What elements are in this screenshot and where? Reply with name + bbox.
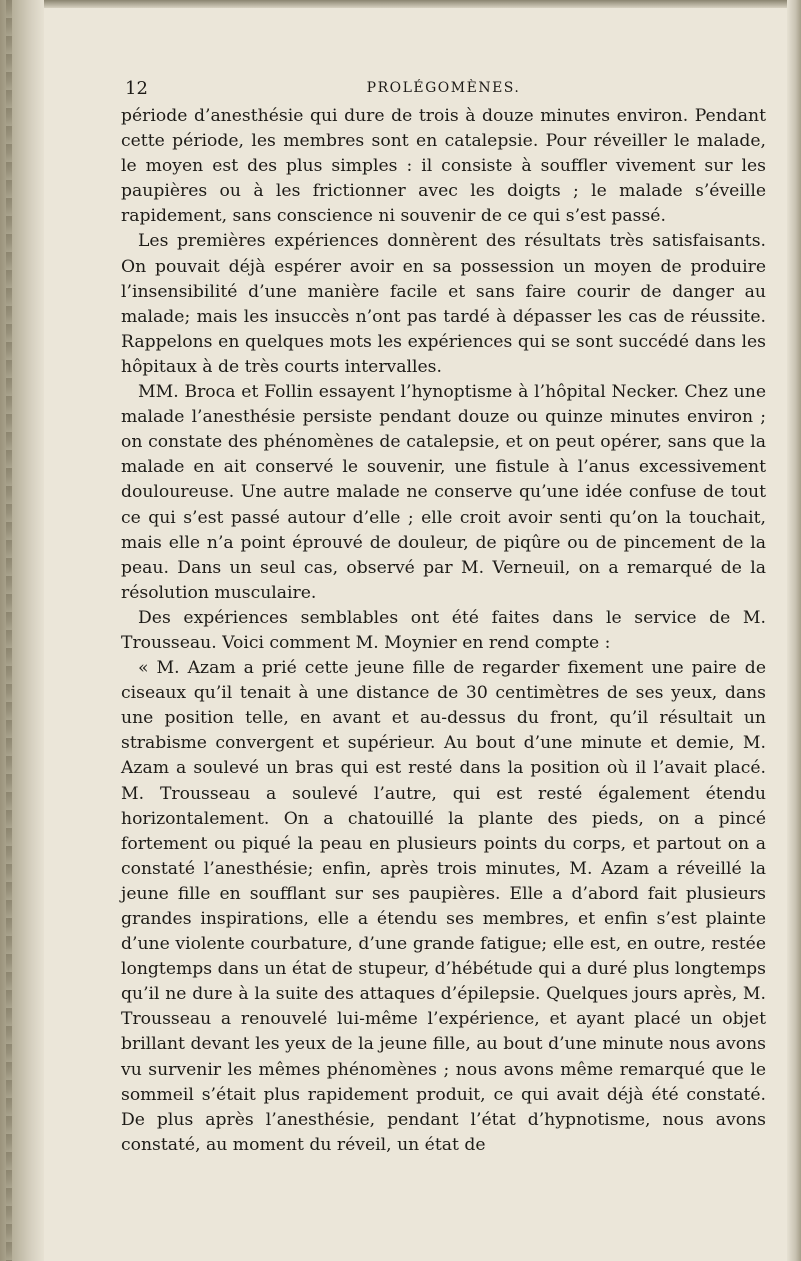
- paragraph-4: Des expériences semblables ont été faites dans le service de M. Trousseau. Voici comment M. Moynier en rend compte :: [121, 607, 766, 653]
- page-content: [121, 78, 766, 1158]
- paragraph-1: période d’anesthésie qui dure de trois à douze minutes environ. Pendant cette période, les membres sont en catalepsie. Pour réveiller le malade, le moyen est des plus simples : il consiste à souffler vivement sur les paupières ou à les frictionner avec les doigts ; le malade s’éveille rapidement, sans conscience ni souvenir de ce qui s’est passé.: [121, 106, 766, 227]
- running-head: [121, 78, 766, 104]
- running-title: PROLÉGOMÈNES.: [366, 80, 521, 96]
- paragraph-2: Les premières expériences donnèrent des résultats très satisfaisants. On pouvait déjà espérer avoir en sa possession un moyen de produire l’insensibilité d’une manière facile et sans faire courir de danger au malade; mais les insuccès n’ont pas tardé à dépasser les cas de réussite. Rappelons en quelques mots les expériences qui se sont succédé dans les hôpitaux à de très courts intervalles.: [121, 231, 766, 377]
- book-binding-left: [0, 0, 44, 1261]
- body-text: [121, 104, 766, 1158]
- page-edge-right: [787, 0, 801, 1261]
- page-top-shadow: [0, 0, 801, 8]
- page-number: 12: [125, 78, 148, 99]
- binding-stitching: [6, 0, 12, 1261]
- paragraph-3: MM. Broca et Follin essayent l’hynoptisme à l’hôpital Necker. Chez une malade l’anesthésie persiste pendant douze ou quinze minutes environ ; on constate des phénomènes de catalepsie, et on peut opérer, sans que la malade en ait conservé le souvenir, une fistule à l’anus excessivement douloureuse. Une autre malade ne conserve qu’une idée confuse de tout ce qui s’est passé autour d’elle ; elle croit avoir senti qu’on la touchait, mais elle n’a point éprouvé de douleur, de piqûre ou de pincement de la peau. Dans un seul cas, observé par M. Verneuil, on a remarqué de la résolution musculaire.: [121, 382, 766, 603]
- paragraph-5-quotation: « M. Azam a prié cette jeune fille de regarder fixement une paire de ciseaux qu’il tenait à une distance de 30 centimètres de ses yeux, dans une position telle, en avant et au-dessus du front, qu’il résultait un strabisme convergent et supérieur. Au bout d’une minute et demie, M. Azam a soulevé un bras qui est resté dans la position où il l’avait placé. M. Trousseau a soulevé l’autre, qui est resté également étendu horizontalement. On a chatouillé la plante des pieds, on a pincé fortement ou piqué la peau en plusieurs points du corps, et partout on a constaté l’anesthésie; enfin, après trois minutes, M. Azam a réveillé la jeune fille en soufflant sur ses paupières. Elle a d’abord fait plusieurs grandes inspirations, elle a étendu ses membres, et enfin s’est plainte d’une violente courbature, d’une grande fatigue; elle est, en outre, restée longtemps dans un état de stupeur, d’hébétude qui a duré plus longtemps qu’il ne dure à la suite des attaques d’épilepsie. Quelques jours après, M. Trousseau a renouvelé lui-même l’expérience, et ayant placé un objet brillant devant les yeux de la jeune fille, au bout d’une minute nous avons vu survenir les mêmes phénomènes ; nous avons même remarqué que le sommeil s’était plus rapidement produit, ce qui avait déjà été constaté. De plus après l’anesthésie, pendant l’état d’hypnotisme, nous avons constaté, au moment du réveil, un état de: [121, 658, 766, 1155]
